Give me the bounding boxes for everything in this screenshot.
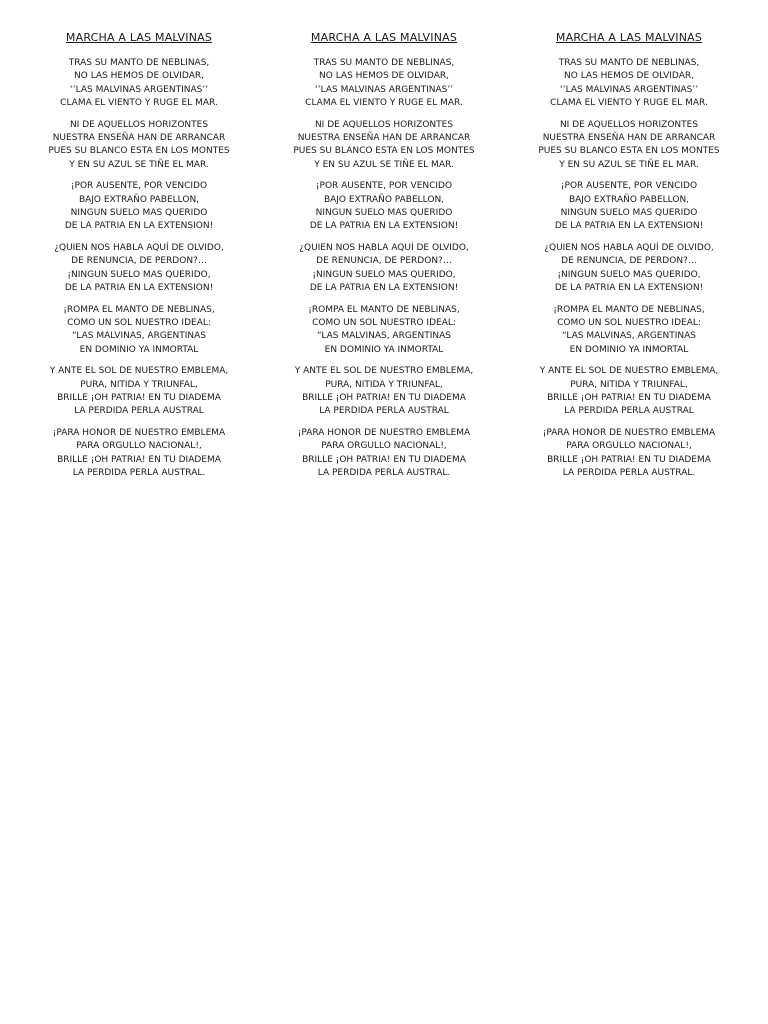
lyric-line: PUES SU BLANCO ESTA EN LOS MONTES [48,146,230,157]
stanza-2 [44,119,234,172]
stanza-5 [44,304,234,357]
lyric-line: CLAMA EL VIENTO Y RUGE EL MAR. [550,97,708,108]
lyric-line: PURA, NITIDA Y TRIUNFAL, [570,379,688,390]
lyric-line: EN DOMINIO YA INMORTAL [324,344,444,355]
stanza-4 [534,242,724,295]
stanza-3 [44,180,234,233]
lyric-line: ¡NINGUN SUELO MAS QUERIDO, [67,269,211,280]
lyric-line: BRILLE ¡OH PATRIA! EN TU DIADEMA [302,454,466,465]
lyric-line: NUESTRA ENSEÑA HAN DE ARRANCAR [52,132,226,143]
lyric-line: LA PERDIDA PERLA AUSTRAL [319,406,449,417]
lyric-line: NINGUN SUELO MAS QUERIDO [315,207,453,218]
lyric-line: NINGUN SUELO MAS QUERIDO [560,207,698,218]
lyric-line: PURA, NITIDA Y TRIUNFAL, [325,379,443,390]
stanza-7 [289,427,479,480]
lyric-line: BAJO EXTRAÑO PABELLON, [323,194,445,205]
lyric-line: ¡PARA HONOR DE NUESTRO EMBLEMA [52,428,226,439]
lyric-line: Y ANTE EL SOL DE NUESTRO EMBLEMA, [294,366,474,377]
stanza-1 [534,57,724,110]
lyric-line: NO LAS HEMOS DE OLVIDAR, [319,71,449,82]
lyric-line: ‘’LAS MALVINAS ARGENTINAS’’ [314,84,454,95]
lyric-line: NUESTRA ENSEÑA HAN DE ARRANCAR [542,132,716,143]
lyric-line: PARA ORGULLO NACIONAL!, [566,441,692,452]
lyric-line: ¡ROMPA EL MANTO DE NEBLINAS, [553,304,705,315]
lyric-line: “LAS MALVINAS, ARGENTINAS [72,331,206,342]
lyrics-column-3 [534,31,724,489]
stanza-1 [289,57,479,110]
lyric-line: ¡ROMPA EL MANTO DE NEBLINAS, [308,304,460,315]
lyric-line: ¡ROMPA EL MANTO DE NEBLINAS, [63,304,215,315]
stanza-7 [44,427,234,480]
lyric-line: LA PERDIDA PERLA AUSTRAL [74,406,204,417]
lyric-line: Y ANTE EL SOL DE NUESTRO EMBLEMA, [49,366,229,377]
lyric-line: Y EN SU AZUL SE TIÑE EL MAR. [69,159,209,170]
stanza-6 [44,365,234,418]
lyric-line: ‘’LAS MALVINAS ARGENTINAS’’ [69,84,209,95]
song-title: MARCHA A LAS MALVINAS [310,31,458,44]
lyric-line: PARA ORGULLO NACIONAL!, [321,441,447,452]
lyric-line: NUESTRA ENSEÑA HAN DE ARRANCAR [297,132,471,143]
stanza-7 [534,427,724,480]
lyric-line: PURA, NITIDA Y TRIUNFAL, [80,379,198,390]
lyric-line: BRILLE ¡OH PATRIA! EN TU DIADEMA [57,393,221,404]
lyric-line: Y EN SU AZUL SE TIÑE EL MAR. [559,159,699,170]
lyric-line: “LAS MALVINAS, ARGENTINAS [317,331,451,342]
lyric-line: LA PERDIDA PERLA AUSTRAL. [317,468,451,479]
lyric-line: BAJO EXTRAÑO PABELLON, [568,194,690,205]
lyrics-column-2 [289,31,479,489]
lyric-line: CLAMA EL VIENTO Y RUGE EL MAR. [305,97,463,108]
lyric-line: DE RENUNCIA, DE PERDON?… [561,256,697,267]
stanza-5 [534,304,724,357]
lyric-line: BRILLE ¡OH PATRIA! EN TU DIADEMA [547,393,711,404]
stanza-6 [534,365,724,418]
lyric-line: Y ANTE EL SOL DE NUESTRO EMBLEMA, [539,366,719,377]
lyric-line: ¿QUIEN NOS HABLA AQUÍ DE OLVIDO, [54,243,224,254]
lyric-line: COMO UN SOL NUESTRO IDEAL: [67,318,211,329]
lyric-line: COMO UN SOL NUESTRO IDEAL: [312,318,456,329]
stanza-1 [44,57,234,110]
lyric-line: BRILLE ¡OH PATRIA! EN TU DIADEMA [302,393,466,404]
lyric-line: LA PERDIDA PERLA AUSTRAL. [562,468,696,479]
lyric-line: “LAS MALVINAS, ARGENTINAS [562,331,696,342]
stanza-6 [289,365,479,418]
lyric-line: PARA ORGULLO NACIONAL!, [76,441,202,452]
lyric-line: Y EN SU AZUL SE TIÑE EL MAR. [314,159,454,170]
lyric-line: DE RENUNCIA, DE PERDON?… [316,256,452,267]
lyric-line: ¿QUIEN NOS HABLA AQUÍ DE OLVIDO, [299,243,469,254]
lyric-line: ¡NINGUN SUELO MAS QUERIDO, [557,269,701,280]
lyric-line: ¡PARA HONOR DE NUESTRO EMBLEMA [297,428,471,439]
stanza-4 [289,242,479,295]
lyric-line: ‘’LAS MALVINAS ARGENTINAS’’ [559,84,699,95]
lyric-line: PUES SU BLANCO ESTA EN LOS MONTES [293,146,475,157]
stanza-2 [289,119,479,172]
lyric-line: COMO UN SOL NUESTRO IDEAL: [557,318,701,329]
lyric-line: ¡POR AUSENTE, POR VENCIDO [560,181,698,192]
lyric-line: PUES SU BLANCO ESTA EN LOS MONTES [538,146,720,157]
lyric-line: NO LAS HEMOS DE OLVIDAR, [74,71,204,82]
song-title: MARCHA A LAS MALVINAS [65,31,213,44]
lyric-line: NI DE AQUELLOS HORIZONTES [559,119,699,130]
lyric-line: BAJO EXTRAÑO PABELLON, [78,194,200,205]
lyric-line: TRAS SU MANTO DE NEBLINAS, [558,58,700,68]
lyric-line: DE LA PATRIA EN LA EXTENSION! [309,282,459,293]
lyric-line: TRAS SU MANTO DE NEBLINAS, [313,58,455,68]
stanza-3 [534,180,724,233]
lyric-line: TRAS SU MANTO DE NEBLINAS, [68,58,210,68]
song-title: MARCHA A LAS MALVINAS [555,31,703,44]
lyric-line: ¡NINGUN SUELO MAS QUERIDO, [312,269,456,280]
lyric-line: ¡PARA HONOR DE NUESTRO EMBLEMA [542,428,716,439]
lyric-line: NI DE AQUELLOS HORIZONTES [69,119,209,130]
lyric-line: DE LA PATRIA EN LA EXTENSION! [554,221,704,232]
lyric-line: DE RENUNCIA, DE PERDON?… [71,256,207,267]
lyric-line: EN DOMINIO YA INMORTAL [79,344,199,355]
lyric-line: BRILLE ¡OH PATRIA! EN TU DIADEMA [547,454,711,465]
lyric-line: LA PERDIDA PERLA AUSTRAL. [72,468,206,479]
lyric-line: ¡POR AUSENTE, POR VENCIDO [315,181,453,192]
lyric-line: EN DOMINIO YA INMORTAL [569,344,689,355]
lyric-line: ¿QUIEN NOS HABLA AQUÍ DE OLVIDO, [544,243,714,254]
lyric-line: BRILLE ¡OH PATRIA! EN TU DIADEMA [57,454,221,465]
lyric-line: NO LAS HEMOS DE OLVIDAR, [564,71,694,82]
lyric-line: NINGUN SUELO MAS QUERIDO [70,207,208,218]
lyric-line: ¡POR AUSENTE, POR VENCIDO [70,181,208,192]
lyric-line: LA PERDIDA PERLA AUSTRAL [564,406,694,417]
lyric-line: NI DE AQUELLOS HORIZONTES [314,119,454,130]
lyrics-column-1 [44,31,234,489]
stanza-4 [44,242,234,295]
lyric-line: CLAMA EL VIENTO Y RUGE EL MAR. [60,97,218,108]
stanza-2 [534,119,724,172]
stanza-5 [289,304,479,357]
lyric-line: DE LA PATRIA EN LA EXTENSION! [64,282,214,293]
lyric-line: DE LA PATRIA EN LA EXTENSION! [64,221,214,232]
stanza-3 [289,180,479,233]
lyric-line: DE LA PATRIA EN LA EXTENSION! [309,221,459,232]
lyric-line: DE LA PATRIA EN LA EXTENSION! [554,282,704,293]
